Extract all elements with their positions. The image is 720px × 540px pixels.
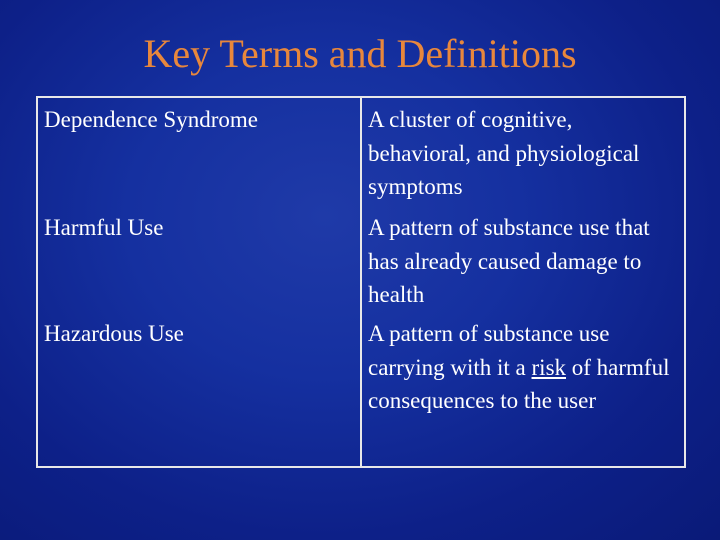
definition-hazardous-use [368,317,680,418]
definition-hazardous-use-part1: A pattern of substance use carrying with it a [368,321,610,380]
definition-hazardous-use-part2: of harmful consequences to the user [368,354,670,413]
risk-underlined-word: risk [531,354,567,380]
definition-dependence-syndrome: A cluster of cognitive, behavioral, and physiological symptoms [368,107,640,199]
term-harmful-use: Harmful Use [44,215,164,240]
definition-harmful-use: A pattern of substance use that has already caused damage to health [368,215,650,307]
slide-title: Key Terms and Definitions [143,31,577,76]
terms-table [36,96,686,468]
term-dependence-syndrome: Dependence Syndrome [44,107,258,132]
term-hazardous-use: Hazardous Use [44,321,184,346]
column-divider [360,98,362,466]
